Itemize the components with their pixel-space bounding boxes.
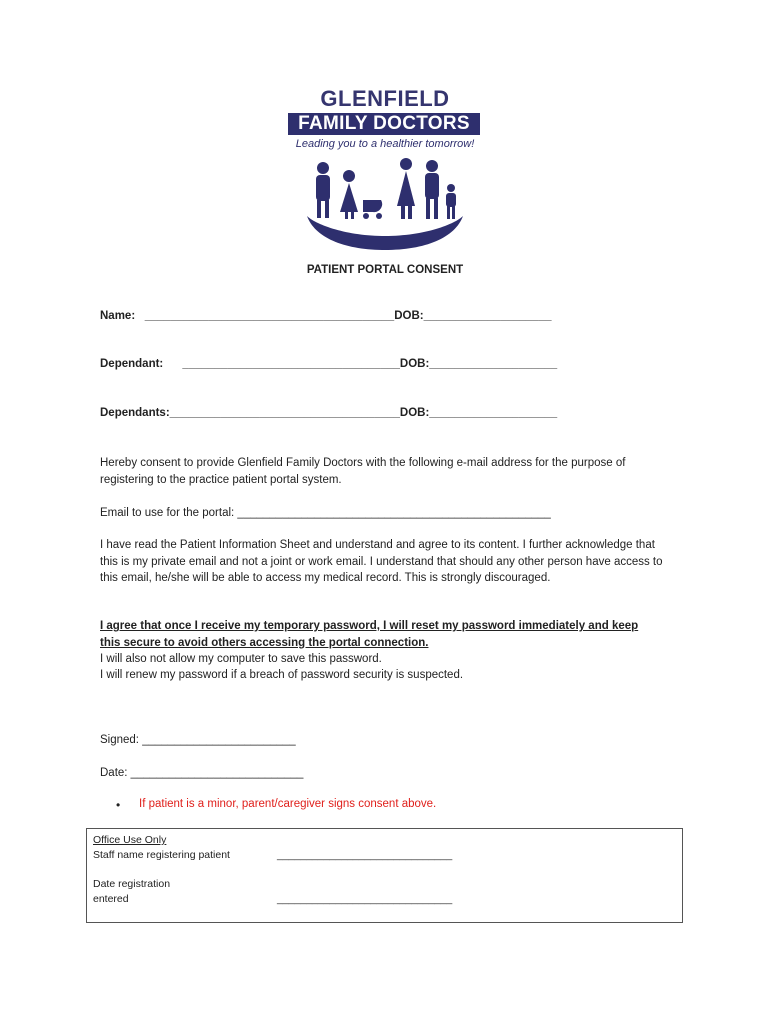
dob-field-2[interactable]: DOB:____________________ — [399, 358, 558, 370]
dependants-field[interactable]: ____________________________________ — [169, 407, 400, 419]
office-use-box — [86, 828, 683, 923]
dob-field-3[interactable]: DOB:____________________ — [399, 407, 558, 419]
staff-name-label: Staff name registering patient — [93, 849, 230, 861]
family-hands-icon — [305, 154, 465, 254]
no-save-statement: I will also not allow my computer to save this password. — [100, 653, 382, 665]
dependant-row — [100, 358, 557, 370]
renew-statement: I will renew my password if a breach of password security is suspected. — [100, 669, 464, 681]
logo-tagline: Leading you to a healthier tomorrow! — [295, 138, 475, 150]
signature-field[interactable]: Signed: ________________________ — [100, 734, 296, 746]
name-label: Name: — [100, 310, 136, 322]
dob-field-1[interactable]: DOB:____________________ — [394, 310, 552, 322]
dependants-label: Dependants: — [100, 407, 170, 419]
practice-logo — [285, 86, 485, 256]
logo-name-line1: GLENFIELD — [320, 86, 450, 111]
date-registration-label-2: entered — [93, 893, 129, 905]
consent-paragraph: Hereby consent to provide Glenfield Family Doctors with the following e-mail address for the purpose of registering to the practice patient portal system. — [100, 457, 626, 486]
staff-name-field[interactable]: ______________________________ — [277, 849, 453, 861]
office-use-header: Office Use Only — [93, 834, 167, 846]
email-field[interactable]: Email to use for the portal: _________________________________________________ — [100, 507, 551, 519]
info-paragraph: I have read the Patient Information Sheet and understand and agree to its content. I further acknowledge that this is my private email and not a joint or work email. I understand that should any other person have access to this email, he/she will be able to access my medical record. This is strongly discouraged. — [100, 539, 663, 584]
logo-name-line2: FAMILY DOCTORS — [288, 113, 480, 135]
dependant-label: Dependant: — [100, 358, 164, 370]
minor-note: If patient is a minor, parent/caregiver signs consent above. — [139, 798, 437, 810]
dependants-row — [100, 407, 557, 419]
date-registration-field[interactable]: ______________________________ — [277, 893, 453, 905]
password-agreement: I agree that once I receive my temporary password, I will reset my password immediately and keep this secure to avoid others accessing the portal connection. — [100, 620, 639, 649]
name-row — [100, 310, 552, 322]
date-field[interactable]: Date: ___________________________ — [100, 767, 304, 779]
dependant-field[interactable]: __________________________________ — [182, 358, 400, 370]
date-registration-label: Date registration — [93, 878, 171, 890]
name-field[interactable]: _______________________________________ — [144, 310, 395, 322]
form-title: PATIENT PORTAL CONSENT — [306, 264, 464, 276]
bullet-icon: • — [116, 798, 121, 812]
